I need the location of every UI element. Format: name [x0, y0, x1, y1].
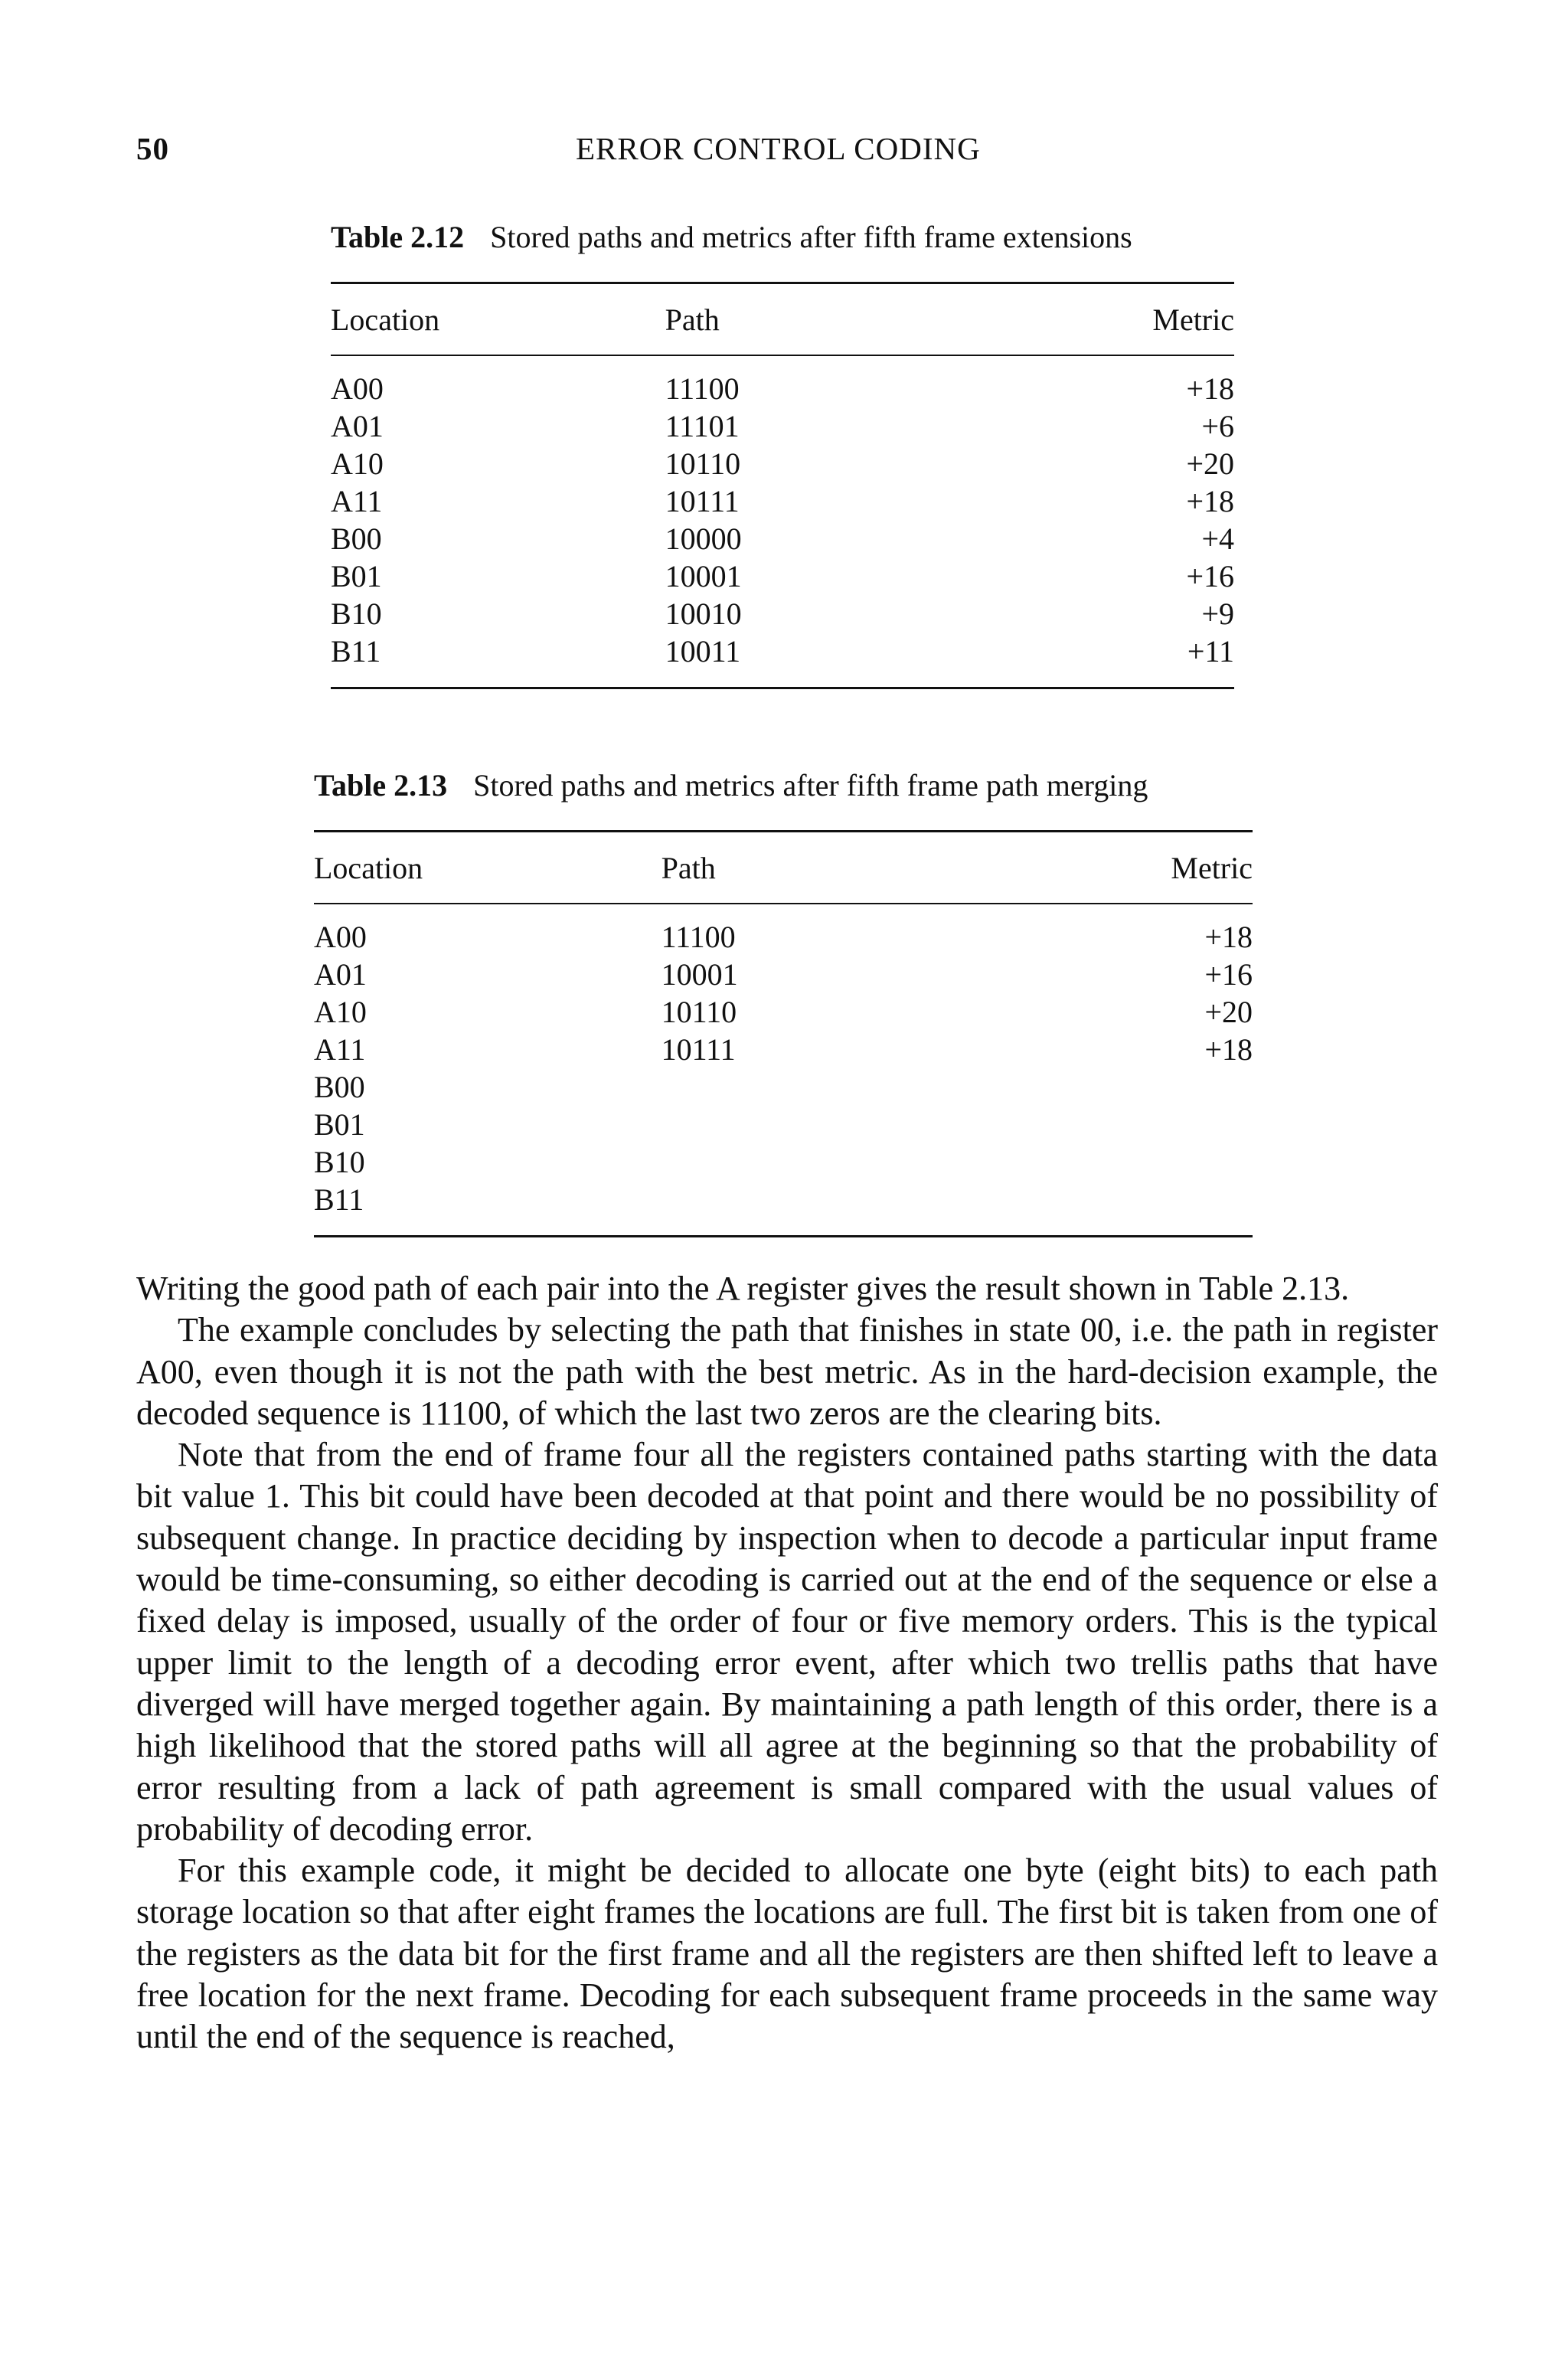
cell-location: A10 — [331, 446, 384, 481]
cell-path: 10110 — [665, 446, 741, 481]
column-header-location: Location — [314, 850, 423, 885]
cell-path: 10110 — [661, 995, 737, 1029]
cell-location: A11 — [314, 1032, 366, 1067]
cell-location: A01 — [331, 409, 384, 443]
cell-metric: +9 — [1201, 597, 1234, 631]
cell-path: 10001 — [661, 957, 738, 992]
cell-location: A01 — [314, 957, 367, 992]
table-row — [331, 482, 1234, 520]
table-row — [314, 1106, 1253, 1143]
cell-metric — [1046, 1143, 1253, 1181]
cell-path — [662, 1143, 1047, 1181]
running-header — [136, 130, 1438, 176]
cell-metric: +18 — [1186, 371, 1234, 406]
column-header-path: Path — [661, 850, 716, 885]
cell-path: 10011 — [665, 634, 741, 669]
table-row — [331, 355, 1234, 407]
cell-path: 11100 — [661, 920, 736, 954]
column-header-metric: Metric — [1171, 850, 1253, 885]
table-caption — [314, 764, 1253, 807]
column-header-path: Path — [665, 302, 720, 337]
table-2-12 — [331, 216, 1234, 689]
table-row — [314, 993, 1253, 1031]
data-table — [331, 282, 1234, 689]
cell-location: A11 — [331, 484, 383, 518]
cell-metric — [1046, 1068, 1253, 1106]
table-row — [314, 1068, 1253, 1106]
cell-path: 10010 — [665, 597, 742, 631]
paragraph: Writing the good path of each pair into the A register gives the result shown in Table 2.13. — [136, 1270, 1350, 1307]
cell-location: B11 — [331, 634, 381, 669]
paragraph: The example concludes by selecting the path that finishes in state 00, i.e. the path in register A00, even though it is not the path with the best metric. As in the hard-decision example, the decoded sequence is 11100, of which the last two zeros are the clearing bits. — [136, 1311, 1438, 1432]
cell-metric: +16 — [1186, 559, 1234, 593]
cell-metric: +18 — [1204, 1032, 1253, 1067]
cell-metric: +18 — [1186, 484, 1234, 518]
cell-location: A00 — [314, 920, 367, 954]
table-2-13 — [314, 764, 1253, 1237]
table-label: Table 2.13 — [314, 768, 448, 803]
cell-path: 11100 — [665, 371, 740, 406]
cell-metric: +20 — [1204, 995, 1253, 1029]
cell-metric: +6 — [1201, 409, 1234, 443]
paragraph: Note that from the end of frame four all the registers contained paths starting with the data bit value 1. This bit could have been decoded at that point and there would be no possibility of subsequent change. In practice deciding by inspection when to decode a particular input frame would be time-consuming, so either decoding is carried out at the end of the sequence or else a fixed delay is imposed, usually of the order of four or five memory orders. This is the typical upper limit to the length of a decoding error event, after which two trellis paths that have diverged will have merged together again. By maintaining a path length of this order, there is a high likelihood that the stored paths will all agree at the beginning so that the probability of error resulting from a lack of path agreement is small compared with the usual values of probability of decoding error. — [136, 1436, 1438, 1848]
cell-path: 10001 — [665, 559, 742, 593]
cell-location: B01 — [331, 559, 382, 593]
table-row — [331, 520, 1234, 557]
cell-path — [662, 1181, 1047, 1237]
table-row — [331, 633, 1234, 688]
cell-path — [662, 1068, 1047, 1106]
cell-metric — [1046, 1106, 1253, 1143]
cell-path: 10111 — [665, 484, 740, 518]
table-label: Table 2.12 — [331, 220, 465, 254]
table-row — [331, 557, 1234, 595]
table-caption-text: Stored paths and metrics after fifth frame extensions — [490, 220, 1132, 254]
cell-path: 11101 — [665, 409, 740, 443]
table-row — [314, 956, 1253, 993]
table-row — [331, 407, 1234, 445]
table-header-row — [314, 832, 1253, 904]
cell-path: 10111 — [661, 1032, 736, 1067]
table-caption-text: Stored paths and metrics after fifth frame path merging — [473, 768, 1148, 803]
cell-metric — [1046, 1181, 1253, 1237]
data-table — [314, 830, 1253, 1237]
column-header-location: Location — [331, 302, 440, 337]
cell-location: A10 — [314, 995, 367, 1029]
body-text — [136, 1268, 1438, 2058]
cell-location: B00 — [331, 521, 382, 556]
page-number: 50 — [136, 131, 169, 166]
cell-metric: +4 — [1201, 521, 1234, 556]
cell-metric: +20 — [1186, 446, 1234, 481]
cell-metric: +18 — [1204, 920, 1253, 954]
table-row — [314, 1143, 1253, 1181]
cell-location: B01 — [314, 1107, 365, 1142]
table-row — [314, 1181, 1253, 1237]
table-row — [314, 1031, 1253, 1068]
cell-path — [662, 1106, 1047, 1143]
column-header-metric: Metric — [1152, 302, 1234, 337]
running-title: ERROR CONTROL CODING — [576, 131, 981, 166]
cell-location: B11 — [314, 1182, 364, 1217]
cell-location: B10 — [331, 597, 382, 631]
table-row — [331, 595, 1234, 633]
table-row — [314, 904, 1253, 956]
paragraph: For this example code, it might be decided to allocate one byte (eight bits) to each path storage location so that after eight frames the locations are full. The first bit is taken from one of the registers as the data bit for the first frame and all the registers are then shifted left to leave a free location for the next frame. Decoding for each subsequent frame proceeds in the same way until the end of the sequence is reached, — [136, 1852, 1438, 2056]
table-row — [331, 445, 1234, 482]
cell-path: 10000 — [665, 521, 742, 556]
cell-location: B00 — [314, 1070, 365, 1104]
cell-metric: +16 — [1204, 957, 1253, 992]
cell-metric: +11 — [1187, 634, 1234, 669]
table-caption — [331, 216, 1234, 259]
table-header-row — [331, 283, 1234, 356]
cell-location: B10 — [314, 1145, 365, 1179]
cell-location: A00 — [331, 371, 384, 406]
